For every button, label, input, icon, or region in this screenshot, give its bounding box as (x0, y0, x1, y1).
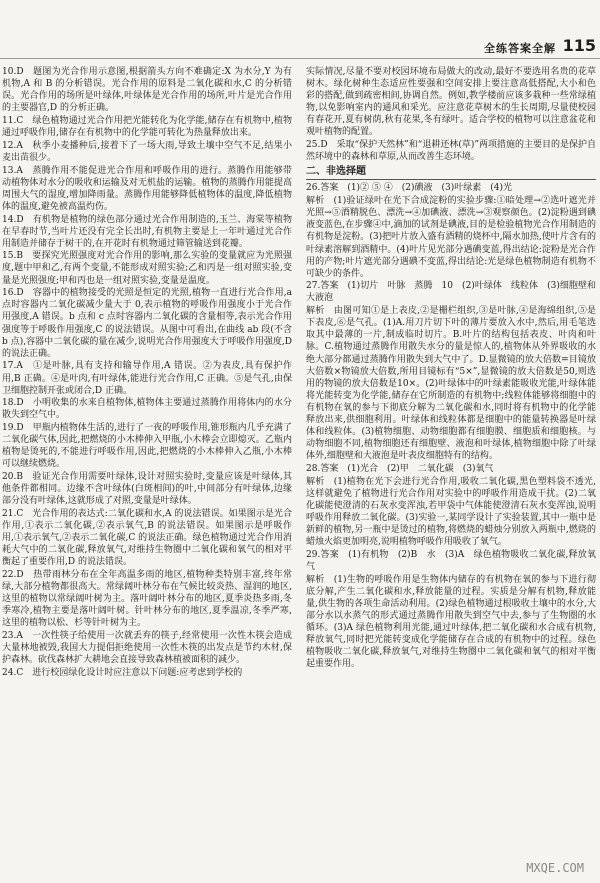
answer-13: 13.A 蒸腾作用不能促进光合作用和呼吸作用的进行。蒸腾作用能够带动植物体对水分的吸收和运输及对无机盐的运输。植物的蒸腾作用能提高周围大气的湿度,增加降雨量。蒸腾作用能够降低植物体的温度,降低植物体的温度,避免被高温灼伤。 (2, 165, 292, 212)
explanation-28: 解析 (1)植物在光下会进行光合作用,吸收二氧化碳,黑色塑料袋不透光,这样就避免了植物进行光合作用对实验中的呼吸作用造成干扰。(2)二氧化碳能使澄清的石灰水变浑浊,若甲袋中气体能使澄清石灰水变浑浊,说明呼吸作用释放二氧化碳。(3)实验一,某同学设计了实验装置,其中一瓶中是新鲜的植物,另一瓶中是烫过的植物,将燃烧的蜡烛分别放入两瓶中,燃烧的蜡烛火焰更加明亮,说明植物呼吸作用吸收了氧气。 (306, 476, 596, 548)
explanation-26: 解析 (1)验证绿叶在光下合成淀粉的实验步骤:①暗处理→②选叶遮光并光照→⑤酒精脱色、漂洗→④加碘液、漂洗→③观察颜色。(2)淀粉遇到碘液变蓝色,在步骤④中,滴加的试剂是碘液,目的是检验植物光合作用制造的有机物是淀粉。(3)把叶片放入盛有酒精的烧杯中,隔水加热,使叶片含有的叶绿素溶解到酒精中。(4)叶片见光部分遇碘变蓝,得出结论:淀粉是光合作用的产物;叶片遮光部分遇碘不变蓝,得出结论:光是绿色植物制造有机物不可缺少的条件。 (306, 196, 596, 279)
header-divider (0, 58, 600, 59)
answer-15: 15.B 要探究光照强度对光合作用的影响,那么实验的变量就应为光照强度,题中甲和乙,有两个变量,不能形成对照实验;乙和丙是一组对照实验,变量是光照强度;甲和丙也是一组对照实验,变量是温度。 (2, 251, 292, 286)
answer-19: 19.D 甲瓶内植物体生活的,进行了一夜的呼吸作用,锥形瓶内几乎充满了二氧化碳气体,因此,把燃烧的小木棒伸入甲瓶,小木棒会立即熄灭。乙瓶内植物是烫死的,不能进行呼吸作用,因此,把燃烧的小木棒伸入乙瓶,小木棒可以继续燃烧。 (2, 423, 292, 470)
answer-25: 25.D 采取“保护天然林”和“退耕还林(草)”两项措施的主要目的是保护自然环境中的森林和草原,从而改善生态环境。 (306, 140, 596, 163)
right-column (306, 66, 596, 882)
answer-12: 12.A 秋季小麦播种后,接着下了一场大雨,导致土壤中空气不足,结果小麦出苗很少。 (2, 140, 292, 163)
answer-11: 11.C 绿色植物通过光合作用把光能转化为化学能,储存在有机物中,植物通过呼吸作用,储存在有机物中的化学能可转化为热量释放出来。 (2, 115, 292, 139)
page-header (0, 0, 600, 60)
answer-24-continued: 实际情况,尽量不要对校园环境布局做大的改动,最好不要选用名贵的花草树木。绿化树种生态适应性要强和空间安排上要注意高低搭配,大小和色彩的搭配,做到疏密相间,协调自然。例如,教学楼前应该多栽种一些常绿植物,以免影响室内的通风和采光。应注意花草树木的生长周期,尽量使校园有春花开,夏有树荫,秋有花果,冬有绿叶。适合学校的植物可以注意盆花和观叶植物的配置。 (306, 67, 596, 138)
page-number: 115 (562, 36, 596, 55)
explanation-27: 解析 由图可知①是上表皮,②是栅栏组织,③是叶脉,④是海绵组织,⑤是下表皮,⑥是气孔。(1)A.用刀片切下叶的薄片要放入水中,然后,用毛笔选取其中最薄的一片,制成临时切片。B.叶片的结构包括表皮、叶肉和叶脉。C.植物通过蒸腾作用散失水分的量是惊人的,植物体从外界吸收的水绝大部分都通过蒸腾作用散失到大气中了。D.显微镜的放大倍数=目镜放大倍数×物镜放大倍数,所用目镜标有“5×”,显微镜的放大倍数是50,则选用的物镜的放大倍数是10×。(2)叶绿体中的叶绿素能吸收光能,叶绿体能将光能转变为化学能,储存在它所制造的有机物中;线粒体能够将细胞中的有机物在氧的参与下彻底分解为二氧化碳和水,同时将有机物中的化学能释放出来,供细胞利用。叶绿体和线粒体都是细胞中的能量转换器是叶绿体和线粒体。(3)植物细胞、动物细胞都有细胞膜、细胞质和细胞核。与动物细胞不同,植物细胞还有细胞壁、液泡和叶绿体,植物细胞中除了叶绿体外,细胞壁和大液泡是叶表皮细胞特有的结构。 (306, 306, 596, 462)
explanation-29: 解析 (1)生物的呼吸作用是生物体内储存的有机物在氧的参与下进行彻底分解,产生二氧化碳和水,释放能量的过程。实质是分解有机物,释放能量,供生物的各项生命活动利用。(2)绿色植物通过根吸收土壤中的水分,大部分水以水蒸气的形式通过蒸腾作用散失到空气中去,参与了生物圈的水循环。(3)A 绿色植物利用光能,通过叶绿体,把二氧化碳和水合成有机物,释放氧气,同时把光能转变成化学能储存在合成的有机物中的过程。绿色植物吸收二氧化碳,释放氧气,对维持生物圈中二氧化碳和氧气的相对平衡起重要作用。 (306, 574, 596, 670)
answer-28: 28.答案 (1)光合 (2)甲 二氧化碳 (3)氧气 (306, 463, 494, 474)
header-label: 全练答案全解 (484, 42, 556, 55)
section-heading: 二、非选择题 (306, 166, 596, 180)
answer-18: 18.D 小明收集的水来自植物体,植物体主要通过蒸腾作用将体内的水分散失到空气中。 (2, 398, 292, 421)
answer-26: 26.答案 (1)② ⑤ ④ (2)碘液 (3)叶绿素 (4)光 (306, 183, 513, 194)
answer-21: 21.C 光合作用的表达式:二氧化碳和水,A 的说法错误。如果图示是光合作用,①表示二氧化碳,②表示氧气,B 的说法错误。如果图示是呼吸作用,①表示氧气,②表示二氧化碳,C 的说法正确。绿色植物通过光合作用消耗大气中的二氧化碳,释放氧气,对维持生物圈中二氧化碳和氧气的相对平衡起了重要作用,D 的说法错误。 (2, 508, 292, 568)
answer-29: 29.答案 (1)有机物 (2)B 水 (3)A 绿色植物吸收二氧化碳,释放氧气 (306, 549, 596, 572)
answer-24: 24.C 进行校园绿化设计时应注意以下问题:应考虑到学校的 (2, 667, 243, 678)
answer-10: 10.D 题图为光合作用示意图,根据箭头方向不难确定:X 为水分,Y 为有机物,A 和 B 的分析错误。光合作用的原料是二氧化碳和水,C 的分析错误。光合作用的场所是叶绿体,叶绿体是光合作用的场所,叶片是光合作用的主要器官,D 的分析正确。 (2, 67, 292, 114)
answer-14: 14.D 有机物是植物的绿色部分通过光合作用制造的,玉兰、海棠等植物在早春时节,当叶片还没有完全长出时,有机物主要是上一年叶通过光合作用制造并储存于树干的,在开花时有机物通过筛管输送到花瓣。 (2, 214, 292, 249)
left-column (2, 66, 292, 882)
answer-22: 22.D 热带雨林分布在全年高温多雨的地区,植物种类特别丰富,终年常绿,大部分植物都很高大。常绿阔叶林分布在气候比较炎热、湿润的地区,这里的植物以常绿阔叶树为主。落叶阔叶林分布的地区,夏季炎热多雨,冬季寒冷,植物主要是落叶阔叶树。针叶林分布的地区,夏季温凉,冬季严寒,这里的植物以松、杉等针叶树为主。 (2, 569, 292, 629)
site-watermark: MXQE.COM (526, 861, 584, 875)
answer-17: 17.A ①是叶脉,具有支持和输导作用,A 错误。②为表皮,具有保护作用,B 正确。④是叶肉,有叶绿体,能进行光合作用,C 正确。⑤是气孔,由保卫细胞控制开张或闭合,D 正确。 (2, 361, 292, 396)
answer-20: 20.B 验证光合作用需要叶绿体,设计对照实验时,变量应该是叶绿体,其他条件都相同。边缘不含叶绿体(白斑相间)的叶,中间部分有叶绿体,边缘部分没有叶绿体,这就形成了对照,变量是叶绿体。 (2, 472, 292, 507)
answer-16: 16.D 容器中的植物接受的光照是恒定的光照,植物一直进行光合作用,a 点时容器内二氧化碳减少量大于 0,表示植物的呼吸作用强度小于光合作用强度,A 错误。b 点和 c 点时容器内二氧化碳的含量相等,表示光合作用强度等于呼吸作用强度,C 的说法错误。从图中可看出,在曲线 ab 段(不含 b 点),容器中二氧化碳的量在减少,说明光合作用强度大于呼吸作用强度,D 的说法正确。 (2, 288, 292, 359)
answer-27: 27.答案 (1)切片 叶脉 蒸腾 10 (2)叶绿体 线粒体 (3)细胞壁和大液泡 (306, 281, 596, 304)
answer-23: 23.A 一次性筷子给使用一次就丢弃的筷子,经常使用一次性木筷会造成大量林地被毁,我国大力提倡拒绝使用一次性木筷的出发点是节约木材,保护森林。砍伐森林扩大耕地会直接导致森林植被面积的减少。 (2, 631, 292, 666)
